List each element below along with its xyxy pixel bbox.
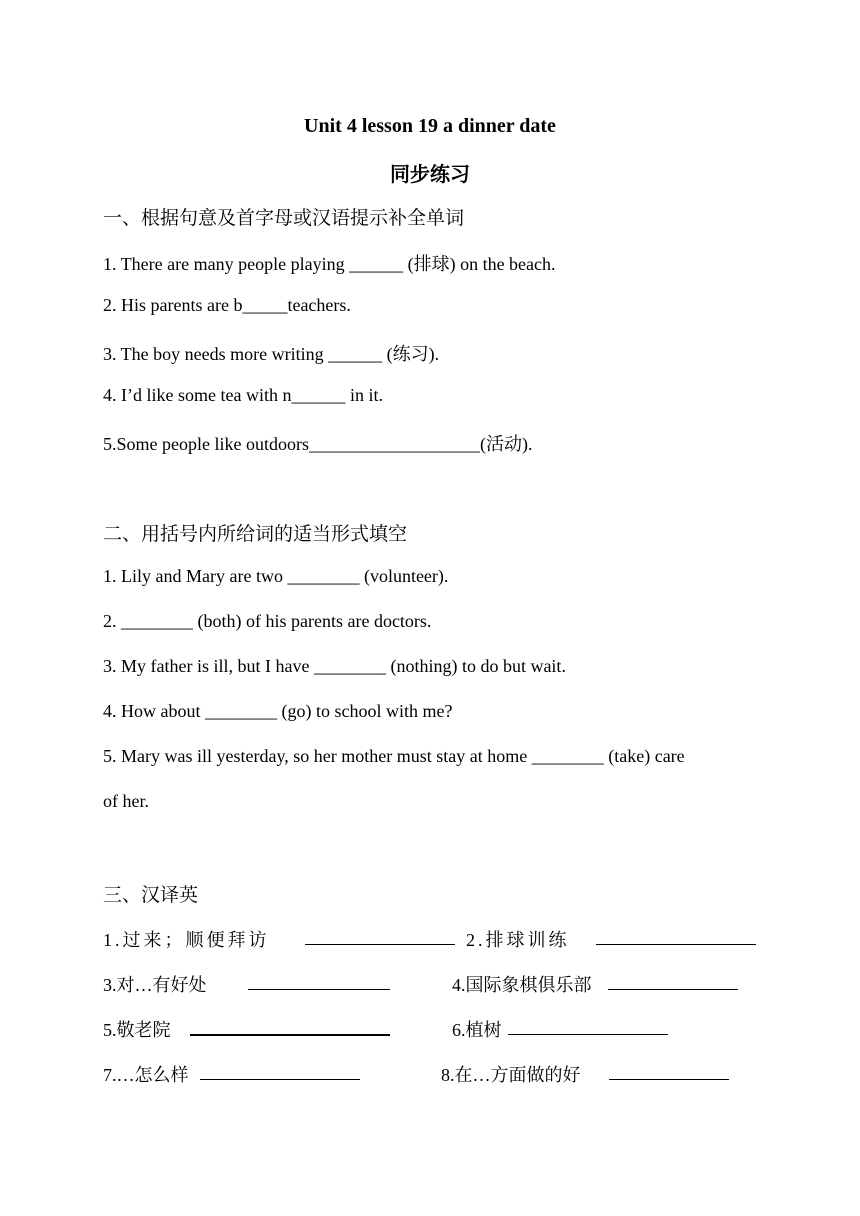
section-2-item-5: 5. Mary was ill yesterday, so her mother must stay at home ________ (take) care (103, 746, 685, 766)
document-subtitle: 同步练习 (390, 164, 470, 186)
section-3-item-3: 3.对…有好处 (103, 975, 207, 995)
section-3-item-6: 6.植树 (452, 1020, 502, 1040)
answer-blank (608, 973, 738, 990)
section-3-heading: 三、汉译英 (103, 885, 199, 906)
section-2-heading: 二、用括号内所给词的适当形式填空 (103, 524, 408, 545)
section-1-item-1: 1. There are many people playing ______ (排球) on the beach. (103, 254, 556, 274)
answer-blank (609, 1063, 729, 1080)
answer-blank (508, 1018, 668, 1035)
section-2-item-2: 2. ________ (both) of his parents are doctors. (103, 611, 432, 631)
answer-blank (190, 1018, 390, 1036)
section-3-item-1: 1.过来；顺便拜访 (103, 930, 270, 950)
section-2-item-1: 1. Lily and Mary are two ________ (volunteer). (103, 566, 449, 586)
section-3-item-4: 4.国际象棋俱乐部 (452, 975, 592, 995)
section-1-item-5: 5.Some people like outdoors___________________(活动). (103, 434, 533, 454)
section-3-item-7: 7.…怎么样 (103, 1065, 189, 1085)
section-2-item-5-continued: of her. (103, 791, 149, 811)
section-1-item-4: 4. I’d like some tea with n______ in it. (103, 385, 383, 405)
answer-blank (200, 1063, 360, 1080)
answer-blank (248, 973, 390, 990)
answer-blank (596, 928, 756, 945)
section-3-item-2: 2.排球训练 (466, 930, 570, 950)
section-1-heading: 一、根据句意及首字母或汉语提示补全单词 (103, 208, 465, 229)
section-3-item-5: 5.敬老院 (103, 1020, 171, 1040)
answer-blank (305, 928, 455, 945)
section-1-item-3: 3. The boy needs more writing ______ (练习). (103, 344, 440, 364)
section-1-item-2: 2. His parents are b_____teachers. (103, 295, 351, 315)
section-2-item-3: 3. My father is ill, but I have ________ (nothing) to do but wait. (103, 656, 566, 676)
document-title: Unit 4 lesson 19 a dinner date (304, 115, 556, 137)
section-3-item-8: 8.在…方面做的好 (441, 1065, 581, 1085)
section-2-item-4: 4. How about ________ (go) to school with me? (103, 701, 453, 721)
